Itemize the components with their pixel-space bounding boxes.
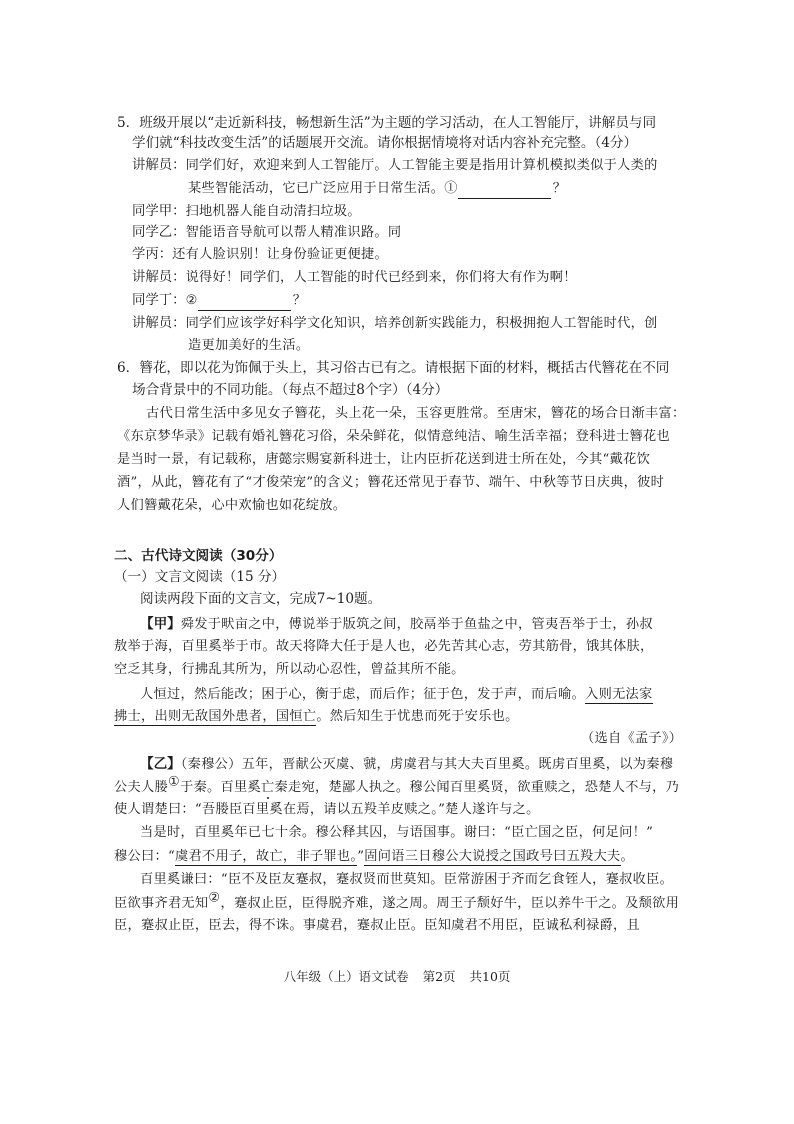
passage-text: 舜发于畎亩之中，傅说举于版筑之间，胶鬲举于鱼盐之中，管夷吾举于士，孙叔 (180, 617, 653, 632)
speaker-label: 同学乙： (132, 225, 186, 240)
dialogue-line (132, 222, 401, 243)
q6-material: 人们簪戴花朵，心中欢愉也如花绽放。 (117, 498, 347, 513)
dialogue-text: ？ (552, 181, 567, 196)
passage-text: ” (357, 849, 365, 864)
page-total: 共10页 (469, 969, 511, 984)
dialogue-text: 扫地机器人能自动清扫垃圾。 (185, 204, 361, 219)
passage-text (114, 774, 680, 798)
passage-text: （秦穆公）五年，晋献公灭虞、虢，虏虞君与其大夫百里奚。既虏百里奚，以为秦穆 (180, 757, 674, 772)
passage-jia (140, 614, 653, 635)
dialogue-line (188, 178, 566, 199)
passage-text: 穆公曰：“ (114, 849, 175, 864)
emphasized-character: 亡 (261, 780, 275, 795)
dialogue-text: ② (185, 293, 198, 308)
dialogue-text: 还有人脸识别！让身份验证更便捷。 (172, 247, 388, 262)
section-subtitle: （一）文言文阅读（15 分） (114, 569, 286, 585)
passage-text (140, 684, 653, 705)
speaker-label: 讲解员： (132, 270, 186, 285)
q6-material: 是当时一景，有记载称，唐懿宗赐宴新科进士，让内臣折花送到进士所在处，今其“戴花饮 (117, 452, 651, 467)
speaker-label: 讲解员： (132, 158, 186, 173)
answer-blank-1[interactable] (458, 183, 551, 199)
underlined-sentence: 拂士，出则无敌国外患者，国恒亡 (114, 709, 317, 724)
dialogue-line (188, 335, 309, 356)
speaker-label: 讲解员： (132, 316, 186, 331)
dialogue-text: 同学们应该学好科学文化知识，培养创新实践能力，积极拥抱人工智能时代，创 (185, 316, 658, 331)
q5-stem: 学们就“科技改变生活”的话题展开交流。请你根据情境将对话内容补充完整。（4分） (132, 135, 638, 151)
passage-source: （选自《孟子》） (581, 731, 683, 746)
underlined-sentence: 入则无法家 (585, 687, 653, 702)
dialogue-line (132, 267, 577, 288)
q6-stem: 6．簪花，即以花为饰佩于头上，其习俗古已有之。请根据下面的材料，概括古代簪花在不同 (117, 360, 670, 376)
dialogue-text: ？ (292, 293, 307, 308)
passage-yi (140, 754, 673, 775)
underlined-sentence: 固问语三日穆公大说授之国政号曰五羖大夫 (364, 849, 621, 864)
passage-label: 【乙】 (140, 756, 181, 772)
dialogue-line (132, 244, 388, 265)
passage-text: 使人谓楚曰：“吾媵臣百里奚在焉，请以五羖羊皮赎之。”楚人遂许与之。 (114, 802, 540, 817)
q6-material: 《东京梦华录》记载有婚礼簪花习俗，朵朵鲜花，似情意纯洁、喻生活幸福；登科进士簪花也 (117, 429, 670, 444)
footnote-mark: ① (167, 774, 181, 790)
reading-instruction: 阅读两段下面的文言文，完成7~10题。 (140, 591, 382, 607)
section-title: 二、古代诗文阅读（30分） (114, 548, 283, 564)
dialogue-text: 同学们好，欢迎来到人工智能厅。人工智能主要是指用计算机模拟类似于人类的 (185, 158, 658, 173)
page-footer (0, 967, 794, 985)
dialogue-text: 说得好！同学们，人工智能的时代已经到来，你们将大有作为啊！ (185, 270, 577, 285)
passage-text (114, 890, 680, 914)
page-number: 第2页 (422, 969, 456, 984)
exam-name: 八年级（上）语文试卷 (283, 969, 409, 984)
q6-material: 古代日常生活中多见女子簪花，头上花一朵，玉容更胜常。至唐宋，簪花的场合日渐丰富： (146, 406, 686, 421)
passage-text: 空乏其身，行拂乱其所为，所以动心忍性，曾益其所不能。 (114, 662, 465, 677)
q6-material: 酒”，从此，簪花有了“才俊荣宠”的含义；簪花还常见于春节、端午、中秋等节日庆典，彼时 (117, 475, 665, 490)
passage-label: 【甲】 (140, 616, 181, 632)
passage-text: 臣欲事齐君无知 (114, 896, 209, 911)
dialogue-line (132, 313, 658, 334)
dialogue-line (132, 155, 658, 176)
speaker-label: 同学丁： (132, 293, 186, 308)
passage-text: 百里奚谦曰：“臣不及臣友蹇叔，蹇叔贤而世莫知。臣常游困于齐而乞食铚人，蹇叔收臣。 (140, 872, 674, 887)
q6-stem: 场合背景中的不同功能。（每点不超过8个字）（4分） (132, 382, 449, 398)
passage-text: 当是时，百里奚年已七十余。穆公释其囚，与语国事。谢曰：“臣亡国之臣，何足问！” (140, 825, 654, 840)
passage-text (114, 846, 634, 867)
passage-text: 人恒过，然后能改；困于心，衡于虑，而后作；征于色，发于声，而后喻。 (140, 687, 586, 702)
passage-text: 敖举于海，百里奚举于市。故天将降大任于是人也，必先苦其心志，劳其筋骨，饿其体肤， (114, 639, 654, 654)
passage-text: 秦走宛，楚鄙人执之。穆公闻百里奚贤，欲重赎之，恐楚人不与，乃 (274, 780, 680, 795)
dialogue-text: 造更加美好的生活。 (188, 338, 310, 353)
passage-text: 公夫人媵 (114, 780, 168, 795)
dialogue-text: 智能语音导航可以帮人精准识路。同 (185, 225, 402, 240)
passage-text: 于秦。百里奚 (180, 780, 262, 795)
passage-text: ，蹇叔止臣，臣得脱齐难，遂之周。周王子颓好牛，臣以养牛干之。及颓欲用 (220, 896, 680, 911)
dialogue-line (132, 290, 306, 311)
answer-blank-2[interactable] (198, 295, 291, 311)
underlined-sentence: 虞君不用子，故亡，非子罪也。 (175, 849, 358, 864)
q5-stem: 5．班级开展以“走近新科技，畅想新生活”为主题的学习活动，在人工智能厅，讲解员与同 (117, 115, 657, 131)
speaker-label: 学丙： (132, 247, 173, 262)
passage-text (114, 706, 519, 727)
footnote-mark: ② (208, 890, 221, 906)
dialogue-text: 某些智能活动，它已广泛应用于日常生活。① (188, 181, 458, 196)
passage-text: 臣，蹇叔止臣，臣去，得不诛。事虞君，蹇叔止臣。臣知虞君不用臣，臣诚私利禄爵，且 (114, 918, 641, 933)
passage-text: 。然后知生于忧患而死于安乐也。 (316, 709, 519, 724)
dialogue-line (132, 201, 361, 222)
passage-text: 。 (620, 849, 635, 864)
speaker-label: 同学甲： (132, 204, 186, 219)
